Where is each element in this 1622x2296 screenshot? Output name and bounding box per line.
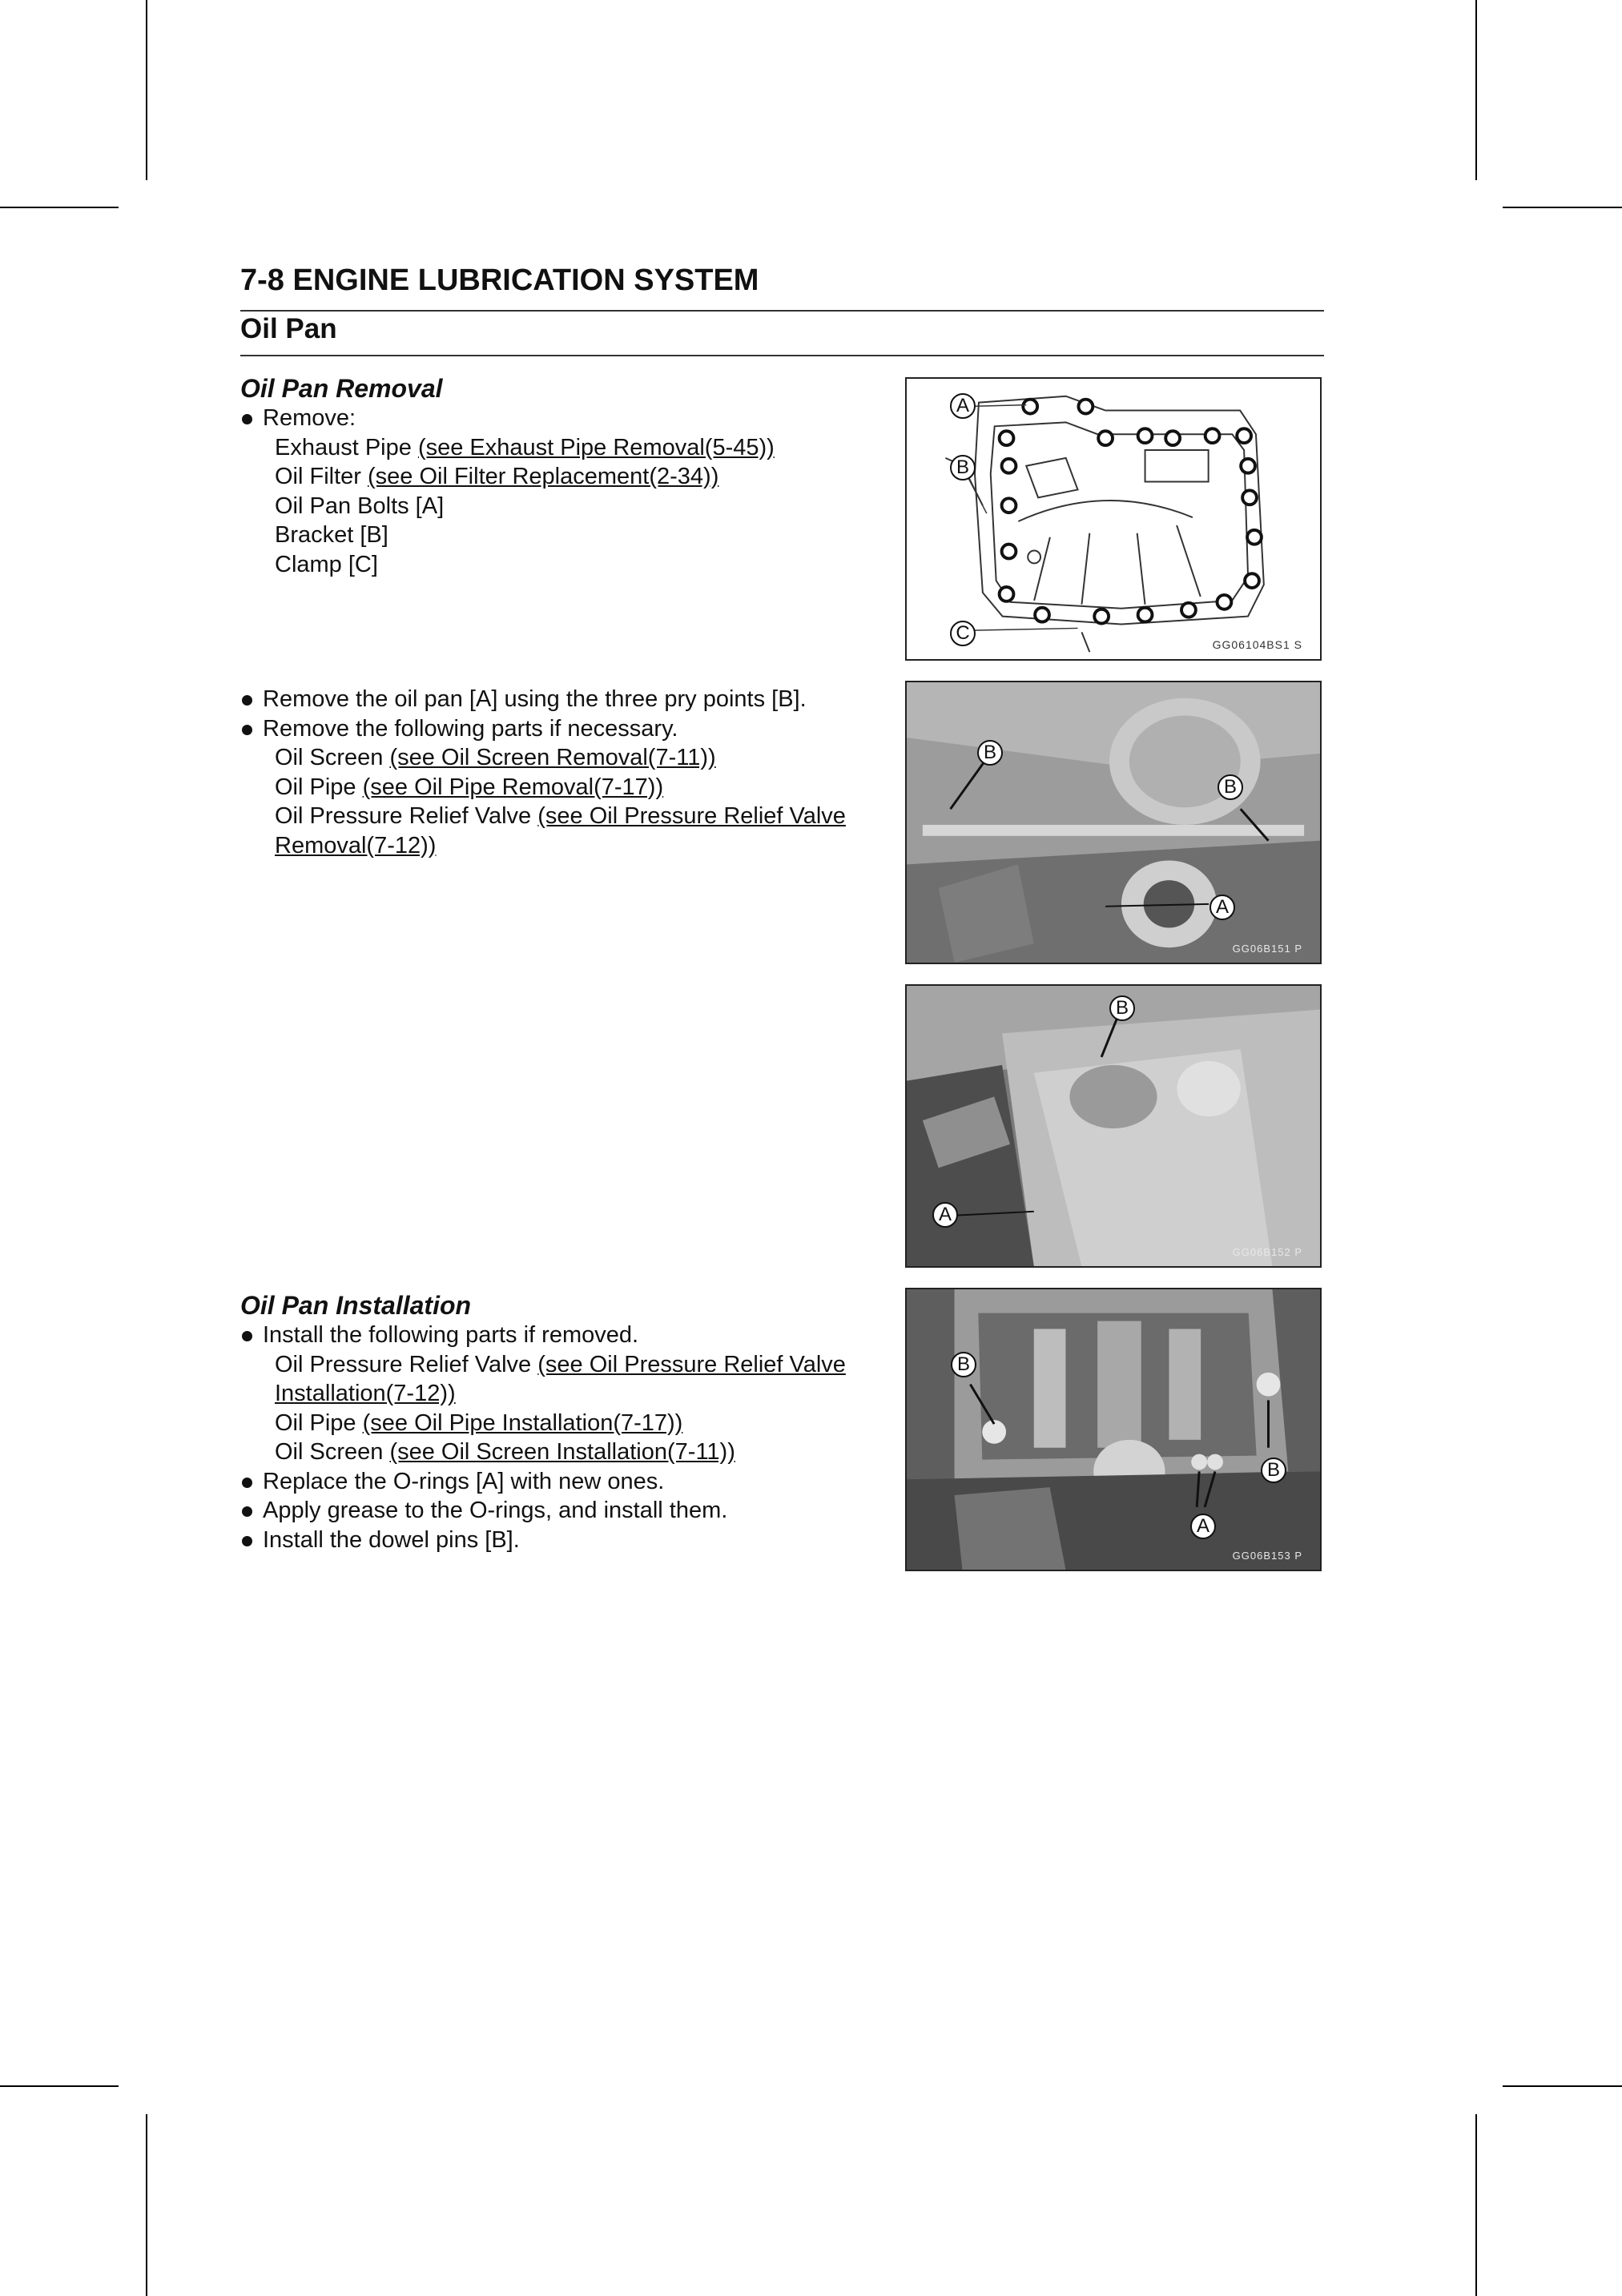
list-item: Oil Pan Bolts [A]	[275, 493, 445, 519]
oil-pipe-install-ref-link[interactable]: (see Oil Pipe Installation(7-17))	[362, 1409, 683, 1436]
crop-mark	[0, 207, 119, 208]
crop-mark	[1475, 0, 1477, 180]
installation-heading: Oil Pan Installation	[240, 1291, 472, 1320]
relief-valve-install-ref-link[interactable]: (see Oil Pressure Relief Valve	[537, 1351, 846, 1377]
callout-b: B	[950, 455, 976, 481]
crop-mark	[0, 2085, 119, 2087]
bolt-markers	[1000, 400, 1262, 624]
list-item: Exhaust Pipe (see Exhaust Pipe Removal(5-45))	[275, 434, 775, 460]
list-item: Oil Pressure Relief Valve (see Oil Pressure Relief Valve	[275, 1351, 846, 1377]
oil-pan-bolt-diagram	[905, 377, 1322, 661]
callout-b: B	[1261, 1458, 1286, 1483]
crop-mark	[1475, 2114, 1477, 2296]
bullet-item: Install the following parts if removed.	[240, 1321, 881, 1350]
list-item: Oil Pipe (see Oil Pipe Removal(7-17))	[275, 774, 664, 800]
crankcase-underside-photo	[905, 1288, 1322, 1571]
oil-pipe-removal-ref-link[interactable]: (see Oil Pipe Removal(7-17))	[362, 774, 664, 800]
exhaust-pipe-ref-link[interactable]: (see Exhaust Pipe Removal(5-45))	[417, 434, 775, 460]
relief-valve-install-ref-link-cont[interactable]: Installation(7-12))	[275, 1381, 456, 1406]
engine-photo-2	[907, 986, 1320, 1266]
bullet-item: Install the dowel pins [B].	[240, 1526, 881, 1555]
removal-heading: Oil Pan Removal	[240, 374, 443, 403]
oil-pan-pry-points-photo	[905, 681, 1322, 964]
oil-screen-removal-ref-link[interactable]: (see Oil Screen Removal(7-11))	[389, 745, 716, 770]
list-item	[240, 1379, 881, 1409]
figure-code: GG06B151 P	[1232, 943, 1302, 955]
callout-b: B	[1218, 774, 1243, 800]
crop-mark	[1503, 2085, 1622, 2087]
list-item: Oil Pipe (see Oil Pipe Installation(7-17))	[275, 1409, 683, 1436]
section-rule	[240, 355, 1324, 356]
callout-b: B	[1109, 995, 1135, 1021]
bullet-item: Remove the oil pan [A] using the three pry points [B].	[240, 685, 881, 714]
title-rule	[240, 310, 1324, 312]
crop-mark	[1503, 207, 1622, 208]
section-title: Oil Pan	[240, 313, 337, 344]
callout-a: A	[950, 393, 976, 419]
relief-valve-removal-ref-link[interactable]: (see Oil Pressure Relief Valve	[537, 803, 846, 829]
engine-photo-3	[907, 1289, 1320, 1570]
callout-a: A	[932, 1202, 958, 1228]
installation-step-list	[240, 1321, 881, 1554]
removal-step2-list	[240, 685, 881, 860]
bullet-item: Remove the following parts if necessary.	[240, 714, 881, 744]
chapter-title: 7-8 ENGINE LUBRICATION SYSTEM	[240, 263, 759, 297]
figure-code: GG06B152 P	[1232, 1246, 1302, 1258]
relief-valve-removal-ref-link-cont[interactable]: Removal(7-12))	[275, 832, 437, 858]
list-item: Oil Screen (see Oil Screen Removal(7-11))	[275, 745, 716, 770]
oil-screen-install-ref-link[interactable]: (see Oil Screen Installation(7-11))	[389, 1439, 735, 1465]
figure-code: GG06B153 P	[1232, 1550, 1302, 1562]
engine-photo-1	[907, 682, 1320, 963]
list-item	[240, 831, 881, 861]
list-item: Oil Screen (see Oil Screen Installation(7-11))	[275, 1439, 735, 1465]
bullet-item: Remove:	[240, 404, 881, 433]
oil-pan-drawing	[907, 379, 1320, 659]
crop-mark	[146, 2114, 147, 2296]
callout-c: C	[950, 621, 976, 646]
removal-step-list	[240, 404, 881, 579]
callout-b: B	[977, 740, 1003, 766]
crop-mark	[146, 0, 147, 180]
bullet-item: Replace the O-rings [A] with new ones.	[240, 1467, 881, 1497]
list-item: Oil Filter (see Oil Filter Replacement(2-34))	[275, 464, 719, 489]
list-item: Oil Pressure Relief Valve (see Oil Pressure Relief Valve	[275, 803, 846, 829]
list-item: Clamp [C]	[275, 551, 378, 577]
callout-b: B	[951, 1352, 976, 1377]
oil-pan-edge-photo	[905, 984, 1322, 1268]
callout-a: A	[1209, 895, 1235, 920]
figure-code: GG06104BS1 S	[1212, 638, 1302, 651]
list-item: Bracket [B]	[275, 522, 388, 548]
oil-filter-ref-link[interactable]: (see Oil Filter Replacement(2-34))	[368, 464, 719, 489]
callout-a: A	[1190, 1514, 1216, 1539]
bullet-item: Apply grease to the O-rings, and install them.	[240, 1496, 881, 1526]
